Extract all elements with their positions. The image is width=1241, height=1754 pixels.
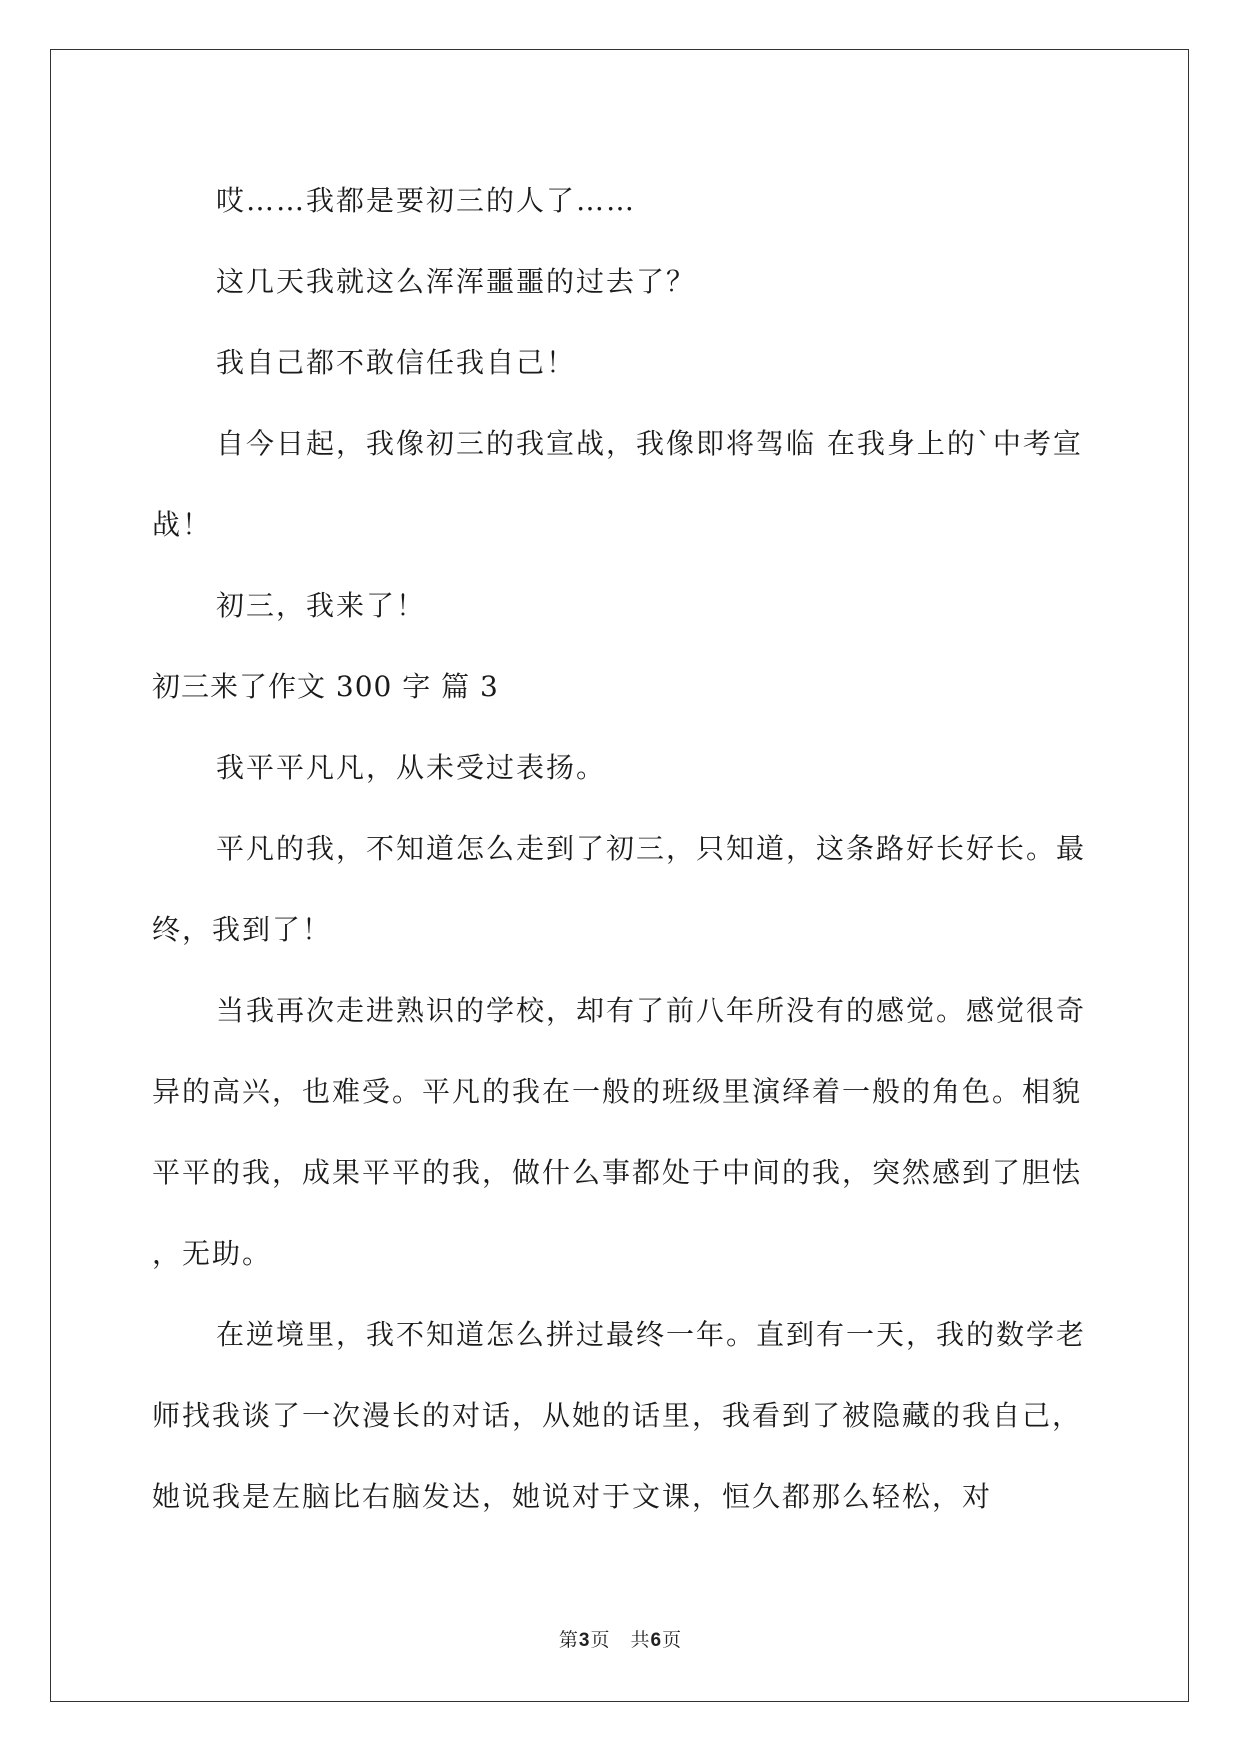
page-total: 6 — [650, 1630, 663, 1651]
paragraph: 当我再次走进熟识的学校，却有了前八年所没有的感觉。感觉很奇异的高兴，也难受。平凡的我在一般的班级里演绎着一般的角色。相貌平平的我，成果平平的我，做什么事都处于中间的我，突然感到了胆怯 ，无助。 — [152, 994, 1123, 1270]
section-heading: 初三来了作文 300 字 篇 3 — [152, 670, 499, 703]
footer-suffix: 页 — [662, 1629, 683, 1651]
paragraph: 这几天我就这么浑浑噩噩的过去了？ — [216, 265, 697, 298]
paragraph: 哎……我都是要初三的人了…… — [216, 184, 637, 217]
footer-prefix: 第 — [558, 1629, 579, 1651]
page-footer — [0, 1625, 1241, 1652]
paragraph: 平凡的我，不知道怎么走到了初三，只知道，这条路好长好长。最终，我到了！ — [152, 832, 1087, 946]
paragraph: 自今日起，我像初三的我宣战，我像即将驾临 在我身上的`中考宣战！ — [152, 427, 1083, 541]
paragraph: 在逆境里，我不知道怎么拼过最终一年。直到有一天，我的数学老师找我谈了一次漫长的对话，从她的话里，我看到了被隐藏的我自己，她说我是左脑比右脑发达，她说对于文课，恒久都那么轻松，对 — [152, 1318, 1087, 1513]
paragraph: 我自己都不敢信任我自己！ — [216, 346, 577, 379]
document-body — [152, 160, 1123, 1537]
paragraph: 我平平凡凡，从未受过表扬。 — [216, 751, 607, 784]
paragraph: 初三，我来了！ — [216, 589, 427, 622]
footer-middle: 页 共 — [590, 1629, 651, 1651]
page-number: 3 — [578, 1630, 591, 1651]
